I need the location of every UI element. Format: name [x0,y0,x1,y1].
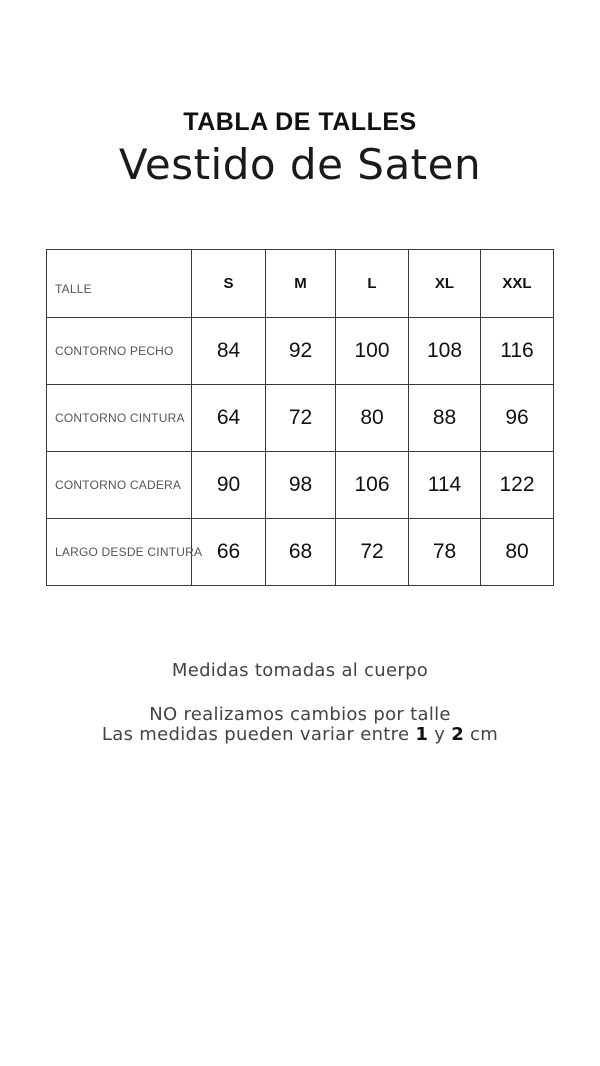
size-header-xl: XL [409,250,481,318]
table-cell: 64 [192,385,266,452]
table-cell: 116 [481,318,554,385]
table-cell: 92 [266,318,336,385]
table-cell: 80 [336,385,409,452]
size-header-s: S [192,250,266,318]
table-cell: 68 [266,519,336,586]
table-cell: 108 [409,318,481,385]
product-name: Vestido de Saten [118,140,482,189]
table-cell: 96 [481,385,554,452]
row-label: CONTORNO PECHO [47,318,192,385]
row-label: CONTORNO CINTURA [47,385,192,452]
size-header-l: L [336,250,409,318]
table-cell: 100 [336,318,409,385]
page-title: TABLA DE TALLES [183,108,417,136]
size-chart-table [46,249,554,586]
table-cell: 80 [481,519,554,586]
variance-note [0,724,600,745]
table-cell: 72 [336,519,409,586]
variance-high: 2 [451,724,465,745]
header-label: TALLE [47,250,192,318]
size-header-xxl: XXL [481,250,554,318]
table-row [47,452,554,519]
no-exchange-note: NO realizamos cambios por talle [149,704,451,725]
table-cell: 114 [409,452,481,519]
table-cell: 122 [481,452,554,519]
table-cell: 90 [192,452,266,519]
table-row [47,318,554,385]
variance-prefix: Las medidas pueden variar entre [101,724,416,745]
size-header-row [47,250,554,318]
measurement-note: Medidas tomadas al cuerpo [171,660,429,681]
table-row [47,519,554,586]
table-cell: 106 [336,452,409,519]
variance-suffix: cm [464,724,499,745]
table-cell: 78 [409,519,481,586]
table-cell: 98 [266,452,336,519]
table-cell: 88 [409,385,481,452]
size-header-m: M [266,250,336,318]
table-cell: 84 [192,318,266,385]
table-cell: 66 [192,519,266,586]
variance-mid: y [428,724,452,745]
row-label: LARGO DESDE CINTURA [47,519,192,586]
variance-low: 1 [415,724,429,745]
table-cell: 72 [266,385,336,452]
row-label: CONTORNO CADERA [47,452,192,519]
table-row [47,385,554,452]
